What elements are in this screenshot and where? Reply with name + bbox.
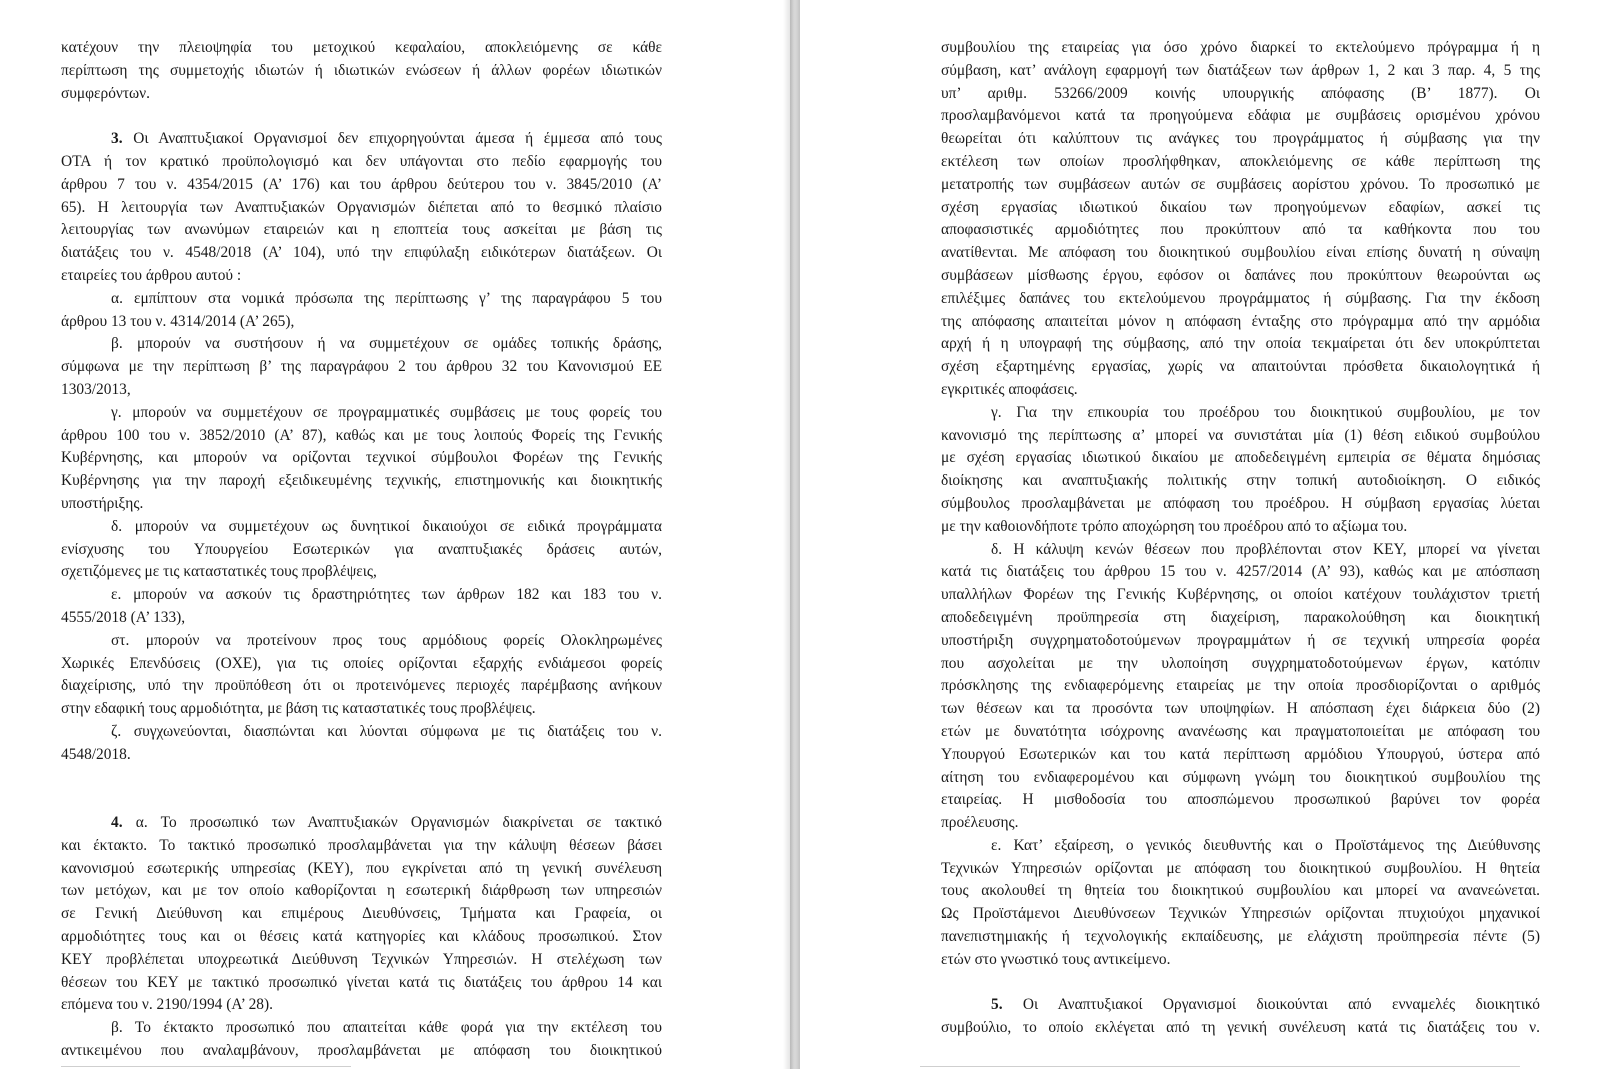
gutter-shadow	[783, 0, 790, 1069]
section-4-heading-line	[61, 812, 662, 835]
text-line: άρθρου 13 του ν. 4314/2014 (Α’ 265),	[61, 312, 295, 330]
text-line: 4548/2018.	[61, 745, 131, 763]
text-line: γ. Για την επικουρία του προέδρου του διοικητικού συμβουλίου, με τον	[991, 403, 1540, 421]
text-line: υποστήριξη συγχρηματοδοτούμενων προγραμμάτων ή σε τεχνική υπηρεσία φορέα	[941, 631, 1540, 649]
text-line: συμβουλίου της εταιρείας για όσο χρόνο διαρκεί το εκτελούμενο πρόγραμμα ή η	[941, 39, 1540, 56]
blank-line	[941, 972, 1540, 995]
text-line: των θέσεων και τα προσόντα των υποψηφίων. Η απόσπαση έχει διάρκεια δύο (2)	[941, 700, 1540, 718]
blank-line	[61, 767, 662, 790]
text-line: πανεπιστημιακής ή τεχνολογικής εκπαίδευσης, με ελάχιστη προϋπηρεσία πέντε (5)	[941, 928, 1540, 946]
text-line: εγκριτικές αποφάσεις.	[941, 380, 1078, 398]
text-line: Κυβέρνησης για την παροχή εξειδικευμένης τεχνικής, επιστημονικής και διοικητικής	[61, 472, 662, 490]
text-line: με την καθοιονδήποτε τρόπο αποχώρηση του προέδρου από το αξίωμα του.	[941, 517, 1408, 535]
text-line: κατά τις διατάξεις του άρθρου 15 του ν. 4257/2014 (Α’ 93), καθώς και με απόσπαση	[941, 563, 1540, 581]
text-line: στ. μπορούν να προτείνουν προς τους αρμόδιους φορείς Ολοκληρωμένες	[111, 631, 662, 649]
text-line: συμβάσεων μίσθωσης έργου, εφόσον οι δαπάνες που προκύπτουν θεωρούνται ως	[941, 266, 1540, 284]
text-line: σύμφωνα με την περίπτωση β’ της παραγράφου 2 του άρθρου 32 του Κανονισμού ΕΕ	[61, 358, 662, 376]
text-line: Ως Προϊστάμενοι Διευθύνσεων Τεχνικών Υπηρεσιών ορίζονται πτυχιούχοι μηχανικοί	[941, 905, 1540, 923]
text-line: τους ακολουθεί τη θητεία του διοικητικού συμβουλίου και μπορεί να ανανεώνεται.	[941, 882, 1540, 900]
text-line: άρθρου 100 του ν. 3852/2010 (Α’ 87), καθώς και με τους λοιπούς Φορείς της Γενικής	[61, 426, 662, 444]
text-line: υπ’ αριθμ. 53266/2009 κοινής υπουργικής απόφασης (Β’ 1877). Οι	[941, 84, 1540, 102]
text-line: στην εδαφική τους αρμοδιότητα, με βάση τις καταστατικές τους προβλέψεις.	[61, 700, 536, 718]
text-line: Τεχνικών Υπηρεσιών ορίζονται με απόφαση του διοικητικού συμβουλίου. Η θητεία	[941, 859, 1540, 877]
text-line: πρόσκλησης της ενδιαφερόμενης εταιρείας με την οποία προσδιορίζονται ο αριθμός	[941, 677, 1540, 695]
text-line: προέλευσης.	[941, 814, 1019, 832]
text-line: λειτουργίας των ανωνύμων εταιρειών και η εποπτεία τους ασκείται με βάση τις	[61, 221, 662, 239]
text-line: των μετόχων, και με τον οποίο καθορίζονται η εσωτερική διάρθρωση των υπηρεσιών	[61, 882, 662, 900]
text-line: εταιρείας. Η μισθοδοσία του αποσπώμενου προσωπικού βαρύνει τον φορέα	[941, 791, 1540, 809]
text-line: μετατροπής των συμβάσεων αυτών σε συμβάσεις αορίστου χρόνου. Το προσωπικό με	[941, 175, 1540, 193]
text-line: αποφασιστικές αρμοδιότητες που προκύπτουν από τα καθήκοντα που του	[941, 221, 1540, 239]
text-line: αποδεδειγμένη προϋπηρεσία στη διαχείριση, παρακολούθηση και διοικητική	[941, 608, 1540, 626]
text-line: διαχείρισης, υπό την προϋπόθεση ότι οι προτεινόμενες περιοχές παρέμβασης ανήκουν	[61, 677, 662, 695]
text-line: σύμβαση, κατ’ ανάλογη εφαρμογή των διατάξεων των άρθρων 1, 2 και 3 παρ. 4, 5 της	[941, 61, 1540, 79]
text-line: με σχέση εργασίας ιδιωτικού δικαίου με αποδεδειγμένη εμπειρία σε θέματα δημόσιας	[941, 449, 1540, 467]
text-line: 4555/2018 (Α’ 133),	[61, 608, 186, 626]
page-gutter	[790, 0, 800, 1069]
section-3-heading-line	[61, 128, 662, 151]
text-line: διατάξεις του ν. 4548/2018 (Α’ 104), υπό την επιφύλαξη ειδικότερων διατάξεων. Οι	[61, 244, 662, 262]
text-line: ετών με δυνατότητα ισόχρονης ανανέωσης και πραγματοποιείται με απόφαση του	[941, 722, 1540, 740]
text-line: προσλαμβανόμενοι κατά τα προηγούμενα εδάφια με συμβάσεις ορισμένου χρόνου	[941, 107, 1540, 125]
footer-rule	[61, 1066, 351, 1067]
right-page	[800, 0, 1600, 1069]
text-line: εταιρείες του άρθρου αυτού :	[61, 266, 242, 284]
text-line: συμβούλιο, το οποίο εκλέγεται από τη γενική συνέλευση κατά τις διατάξεις του ν.	[941, 1019, 1540, 1037]
text-line: ζ. συγχωνεύονται, διασπώνται και λύονται σύμφωνα με τις διατάξεις του ν.	[111, 722, 662, 740]
text-line: ενίσχυσης του Υπουργείου Εσωτερικών για αναπτυξιακές δράσεις αυτών,	[61, 540, 662, 558]
text-line: ε. Κατ’ εξαίρεση, ο γενικός διευθυντής και ο Προϊστάμενος της Διεύθυνσης	[991, 836, 1540, 854]
text-line: κατέχουν την πλειοψηφία του μετοχικού κεφαλαίου, αποκλειόμενης σε κάθε	[61, 39, 662, 56]
text-line: αίτηση του ενδιαφερομένου και σύμφωνη γνώμη του διοικητικού συμβουλίου της	[941, 768, 1540, 786]
text-line: εκτέλεση των οποίων προσλήφθηκαν, αποκλειόμενης σε κάθε περίπτωση της	[941, 152, 1540, 170]
text-line: ΟΤΑ ή τον κρατικό προϋπολογισμό και δεν υπάγονται στο πεδίο εφαρμογής του	[61, 152, 662, 170]
text-line: β. Το έκτακτο προσωπικό που απαιτείται κάθε φορά για την εκτέλεση του	[111, 1019, 662, 1037]
text-line: Οι Αναπτυξιακοί Οργανισμοί δεν επιχορηγούνται άμεσα ή έμμεσα από τους	[133, 130, 662, 148]
text-line: β. μπορούν να συστήσουν ή να συμμετέχουν σε ομάδες τοπικής δράσης,	[111, 335, 662, 353]
text-line: ανατίθενται. Με απόφαση του διοικητικού συμβουλίου είναι επίσης δυνατή η σύναψη	[941, 244, 1540, 262]
section-number: 5.	[991, 996, 1003, 1014]
section-number: 4.	[111, 814, 123, 832]
footer-rule	[920, 1066, 1520, 1067]
text-line: αρμοδιότητες τους και οι θέσεις κατά κατηγορίες και κλάδους προσωπικού. Στον	[61, 928, 662, 946]
text-line: άρθρου 7 του ν. 4354/2015 (Α’ 176) και του άρθρου δεύτερου του ν. 3845/2010 (Α’	[61, 175, 662, 193]
blank-line	[61, 105, 662, 128]
text-line: και έκτακτο. Το τακτικό προσωπικό προσλαμβάνεται για την κάλυψη θέσεων βάσει	[61, 836, 662, 854]
text-line: θεωρείται ότι καλύπτουν τις ανάγκες του προγράμματος ή σύμβασης για την	[941, 130, 1540, 148]
text-line: διοίκησης και αναπτυξιακής πολιτικής στην τοπική αυτοδιοίκηση. Ο ειδικός	[941, 472, 1540, 490]
section-5-heading-line	[941, 994, 1540, 1017]
text-line: Οι Αναπτυξιακοί Οργανισμοί διοικούνται από ενναμελές διοικητικό	[1022, 996, 1540, 1014]
text-line: υποστήριξης.	[61, 494, 144, 512]
text-line: υπαλλήλων Φορέων της Γενικής Κυβέρνησης, οι οποίοι κατέχουν τουλάχιστον τριετή	[941, 586, 1540, 604]
text-line: κανονισμού εσωτερικής υπηρεσίας (ΚΕΥ), που εγκρίνεται από τη γενική συνέλευση	[61, 859, 662, 877]
left-page	[0, 0, 790, 1069]
text-line: κανονισμό της περίπτωσης α’ μπορεί να συνιστάται μία (1) θέση ειδικού συμβούλου	[941, 426, 1540, 444]
blank-line	[61, 789, 662, 812]
text-line: θέσεων του ΚΕΥ με τακτικό προσωπικό γίνεται κατά τις διατάξεις του άρθρου 14 και	[61, 973, 662, 991]
text-line: 1303/2013,	[61, 380, 131, 398]
text-line: σε Γενική Διεύθυνση και επιμέρους Διευθύνσεις, Τμήματα και Γραφεία, οι	[61, 905, 662, 923]
text-line: ετών στο γνωστικό τους αντικείμενο.	[941, 950, 1171, 968]
text-line: σχετιζόμενες με τις καταστατικές τους προβλέψεις,	[61, 563, 377, 581]
text-line: αρχή ή η υπογραφή της σύμβασης, από την οποία τεκμαίρεται ότι δεν υποκρύπτεται	[941, 335, 1540, 353]
text-line: Υπουργού Εσωτερικών και του κατά περίπτωση αρμόδιου Υπουργού, ύστερα από	[941, 745, 1540, 763]
section-number: 3.	[111, 130, 123, 148]
text-line: της απόφασης απαιτείται μόνον η απόφαση ένταξης στο πρόγραμμα από την αρμόδια	[941, 312, 1540, 330]
text-line: Κυβέρνησης, και μπορούν να ορίζονται τεχνικοί σύμβουλοι Φορέων της Γενικής	[61, 449, 662, 467]
text-line: συμφερόντων.	[61, 84, 150, 102]
text-line: ε. μπορούν να ασκούν τις δραστηριότητες των άρθρων 182 και 183 του ν.	[111, 586, 662, 604]
text-line: που ασχολείται με την υλοποίηση συγχρηματοδοτούμενων έργων, κατόπιν	[941, 654, 1540, 672]
text-line: δ. Η κάλυψη κενών θέσεων που προβλέπονται στον ΚΕΥ, μπορεί να γίνεται	[991, 540, 1540, 558]
text-line: ΚΕΥ προβλέπεται υποχρεωτικά Διεύθυνση Τεχνικών Υπηρεσιών. Η στελέχωση των	[61, 950, 662, 968]
text-line: αντικειμένου που αναλαμβάνουν, προσλαμβάνεται με απόφαση του διοικητικού	[61, 1042, 662, 1060]
text-line: επιλέξιμες δαπάνες του εκτελούμενου προγράμματος ή σύμβασης. Για την έκδοση	[941, 289, 1540, 307]
text-line: σύμβουλος προσλαμβάνεται με απόφαση του προέδρου. Η σύμβαση εργασίας λύεται	[941, 494, 1540, 512]
text-line: περίπτωση της συμμετοχής ιδιωτών ή ιδιωτικών ενώσεων ή άλλων φορέων ιδιωτικών	[61, 61, 662, 79]
text-line: σχέση εξαρτημένης εργασίας, χωρίς να απαιτούνται πρόσθετα δικαιολογητικά ή	[941, 358, 1540, 376]
right-text-column	[941, 37, 1540, 1040]
text-line: γ. μπορούν να συμμετέχουν σε προγραμματικές συμβάσεις με τους φορείς του	[111, 403, 662, 421]
text-line: σχέση εργασίας ιδιωτικού δικαίου των προηγούμενων εδαφίων, ασκεί τις	[941, 198, 1540, 216]
text-line: 65). Η λειτουργία των Αναπτυξιακών Οργανισμών διέπεται από το θεσμικό πλαίσιο	[61, 198, 662, 216]
text-line: επόμενα του ν. 2190/1994 (Α’ 28).	[61, 996, 273, 1014]
text-line: α. εμπίπτουν στα νομικά πρόσωπα της περίπτωσης γ’ της παραγράφου 5 του	[111, 289, 662, 307]
text-line: α. Το προσωπικό των Αναπτυξιακών Οργανισμών διακρίνεται σε τακτικό	[135, 814, 662, 832]
text-line: Χωρικές Επενδύσεις (ΟΧΕ), για τις οποίες ορίζονται εξαρχής ενδιάμεσοι φορείς	[61, 654, 662, 672]
text-line: δ. μπορούν να συμμετέχουν ως δυνητικοί δικαιούχοι σε ειδικά προγράμματα	[111, 517, 662, 535]
left-text-column	[61, 37, 662, 1063]
